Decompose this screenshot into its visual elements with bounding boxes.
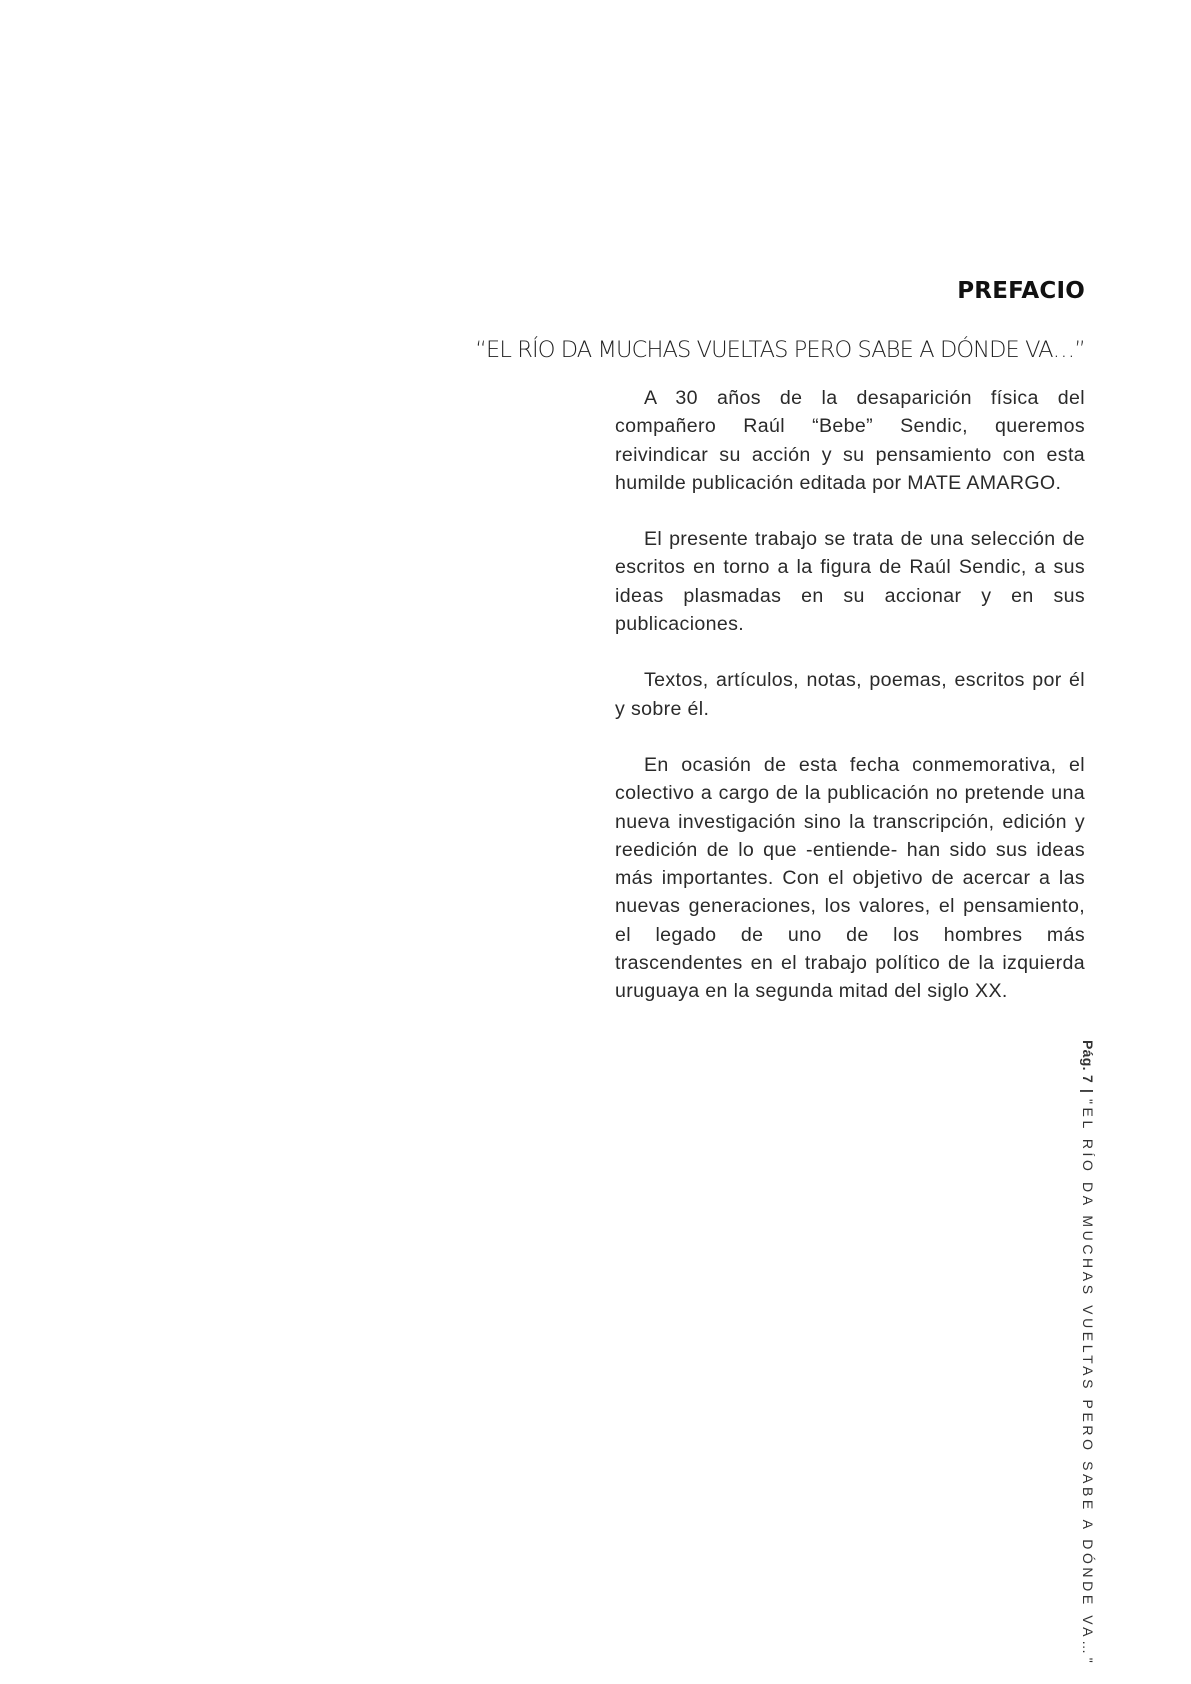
- vertical-running-footer: [1079, 1040, 1097, 1666]
- running-title: "EL RÍO DA MUCHAS VUELTAS PERO SABE A DÓNDE VA…": [1080, 1098, 1096, 1667]
- paragraph: El presente trabajo se trata de una selección de escritos en torno a la figura de Raúl Sendic, a sus ideas plasmadas en su accionar y en sus publicaciones.: [615, 528, 1085, 636]
- paragraph: En ocasión de esta fecha conmemorativa, el colectivo a cargo de la publicación no pretende una nueva investigación sino la transcripción, edición y reedición de lo que -entiende- han sido sus ideas más importantes. Con el objetivo de acercar a las nuevas generaciones, los valores, el pensamiento, el legado de uno de los hombres más trascendentes en el trabajo político de la izquierda uruguaya en la segunda mitad del siglo XX.: [615, 753, 1085, 1003]
- footer-separator: |: [1080, 1089, 1096, 1093]
- page-title: PREFACIO: [957, 278, 1085, 304]
- body-text: [615, 384, 1085, 1034]
- paragraph: A 30 años de la desaparición física del compañero Raúl “Bebe” Sendic, queremos reivindicar su acción y su pensamiento con esta humilde publicación editada por MATE AMARGO.: [615, 387, 1085, 494]
- page-subtitle: “EL RÍO DA MUCHAS VUELTAS PERO SABE A DÓNDE VA…”: [475, 337, 1085, 363]
- paragraph: Textos, artículos, notas, poemas, escritos por él y sobre él.: [615, 669, 1085, 720]
- page-number: Pág. 7: [1080, 1040, 1096, 1084]
